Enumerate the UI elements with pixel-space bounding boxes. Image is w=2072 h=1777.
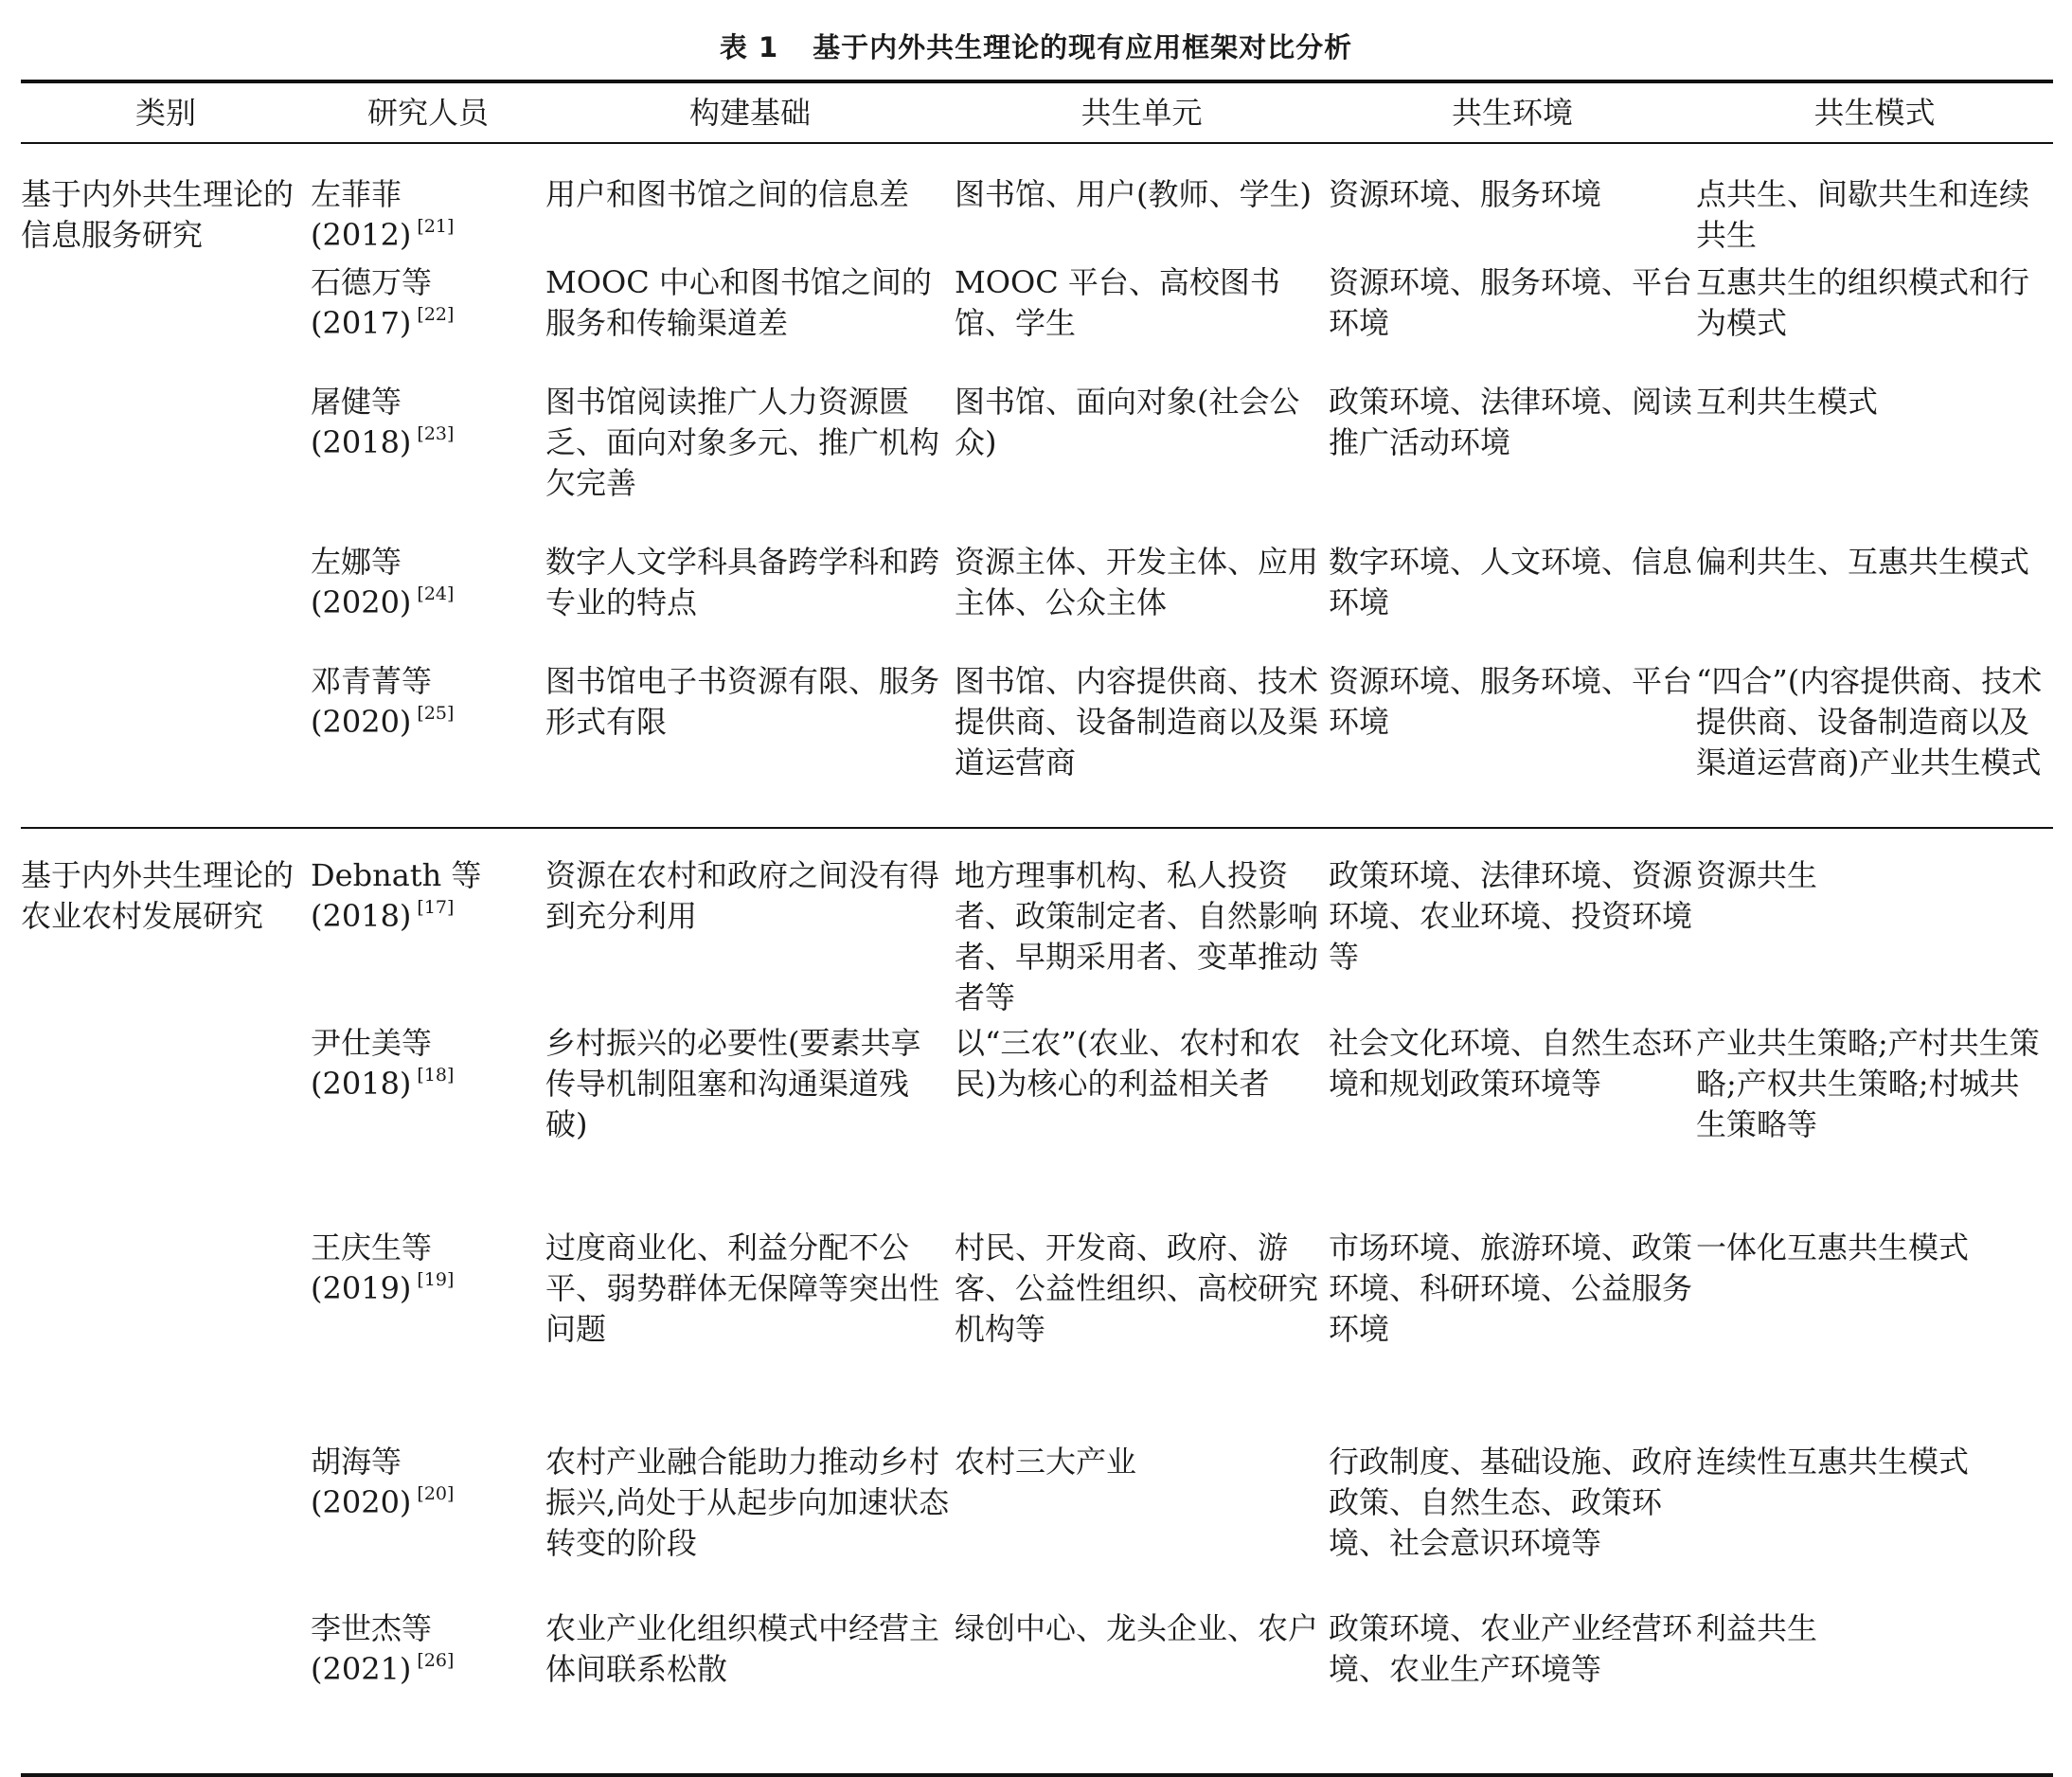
mode-cell-text: 偏利共生、互惠共生模式 xyxy=(1696,544,2030,580)
units-cell-text: 图书馆、内容提供商、技术提供商、设备制造商以及渠道运营商 xyxy=(955,663,1319,781)
mode-cell xyxy=(1696,1228,2053,1442)
researcher-year-line xyxy=(311,702,542,743)
mode-cell-text: 连续性互惠共生模式 xyxy=(1696,1444,1970,1480)
mode-cell xyxy=(1696,661,2053,828)
citation-ref: [25] xyxy=(417,703,455,724)
environment-cell-text: 资源环境、服务环境、平台环境 xyxy=(1329,264,1693,341)
researcher-cell xyxy=(311,828,545,1023)
mode-cell-text: 一体化互惠共生模式 xyxy=(1696,1230,1970,1265)
researcher-year: (2018) xyxy=(311,424,412,460)
units-cell xyxy=(955,1023,1329,1228)
researcher-year: (2020) xyxy=(311,1484,412,1520)
table-number: 表 1 xyxy=(719,31,779,63)
environment-cell xyxy=(1329,1442,1696,1608)
category-cell xyxy=(21,661,311,828)
researcher-year: (2019) xyxy=(311,1270,412,1306)
units-cell-text: 地方理事机构、私人投资者、政策制定者、自然影响者、早期采用者、变革推动者等 xyxy=(955,857,1319,1015)
header-basis: 构建基础 xyxy=(688,94,811,131)
basis-cell-text: 乡村振兴的必要性(要素共享传导机制阻塞和沟通渠道残破) xyxy=(545,1025,921,1142)
environment-cell xyxy=(1329,542,1696,661)
researcher-year: (2020) xyxy=(311,704,412,740)
table-row xyxy=(21,1442,2053,1608)
units-cell xyxy=(955,262,1329,382)
researcher-name: 屠健等 xyxy=(311,384,402,420)
researcher-cell xyxy=(311,661,545,828)
researcher-year-line xyxy=(311,303,542,344)
units-cell xyxy=(955,1608,1329,1775)
environment-cell-text: 政策环境、农业产业经营环境、农业生产环境等 xyxy=(1329,1610,1693,1687)
citation-ref: [17] xyxy=(417,897,455,918)
category-cell xyxy=(21,1228,311,1442)
environment-cell-text: 资源环境、服务环境、平台环境 xyxy=(1329,663,1693,740)
category-cell-text: 基于内外共生理论的农业农村发展研究 xyxy=(21,857,295,934)
citation-ref: [24] xyxy=(417,583,455,604)
basis-cell xyxy=(545,1023,955,1228)
category-cell xyxy=(21,1442,311,1608)
mode-cell-text: 互利共生模式 xyxy=(1696,384,1879,420)
header-mode: 共生模式 xyxy=(1813,94,1936,131)
environment-cell xyxy=(1329,1023,1696,1228)
researcher-name: Debnath 等 xyxy=(311,857,482,893)
header-category: 类别 xyxy=(134,94,196,131)
units-cell xyxy=(955,1442,1329,1608)
units-cell-text: MOOC 平台、高校图书馆、学生 xyxy=(955,264,1280,341)
researcher-year: (2012) xyxy=(311,217,412,253)
basis-cell xyxy=(545,542,955,661)
environment-cell xyxy=(1329,1608,1696,1775)
units-cell-text: 农村三大产业 xyxy=(955,1444,1137,1480)
comparison-table xyxy=(21,80,2053,1777)
researcher-name: 王庆生等 xyxy=(311,1230,433,1265)
table-body xyxy=(21,143,2053,1775)
environment-cell-text: 政策环境、法律环境、资源环境、农业环境、投资环境等 xyxy=(1329,857,1693,975)
environment-cell-text: 社会文化环境、自然生态环境和规划政策环境等 xyxy=(1329,1025,1693,1102)
mode-cell-text: 互惠共生的组织模式和行为模式 xyxy=(1696,264,2030,341)
mode-cell xyxy=(1696,1023,2053,1228)
citation-ref: [19] xyxy=(417,1269,455,1290)
environment-cell xyxy=(1329,1228,1696,1442)
citation-ref: [20] xyxy=(417,1483,455,1504)
basis-cell xyxy=(545,1228,955,1442)
environment-cell-text: 市场环境、旅游环境、政策环境、科研环境、公益服务环境 xyxy=(1329,1230,1693,1347)
researcher-year: (2017) xyxy=(311,305,412,341)
table-row xyxy=(21,828,2053,1023)
table-row xyxy=(21,661,2053,828)
researcher-name: 石德万等 xyxy=(311,264,433,300)
category-cell xyxy=(21,542,311,661)
researcher-cell xyxy=(311,1442,545,1608)
basis-cell-text: MOOC 中心和图书馆之间的服务和传输渠道差 xyxy=(545,264,932,341)
environment-cell-text: 行政制度、基础设施、政府政策、自然生态、政策环境、社会意识环境等 xyxy=(1329,1444,1693,1561)
units-cell xyxy=(955,382,1329,542)
citation-ref: [18] xyxy=(417,1065,455,1086)
mode-cell xyxy=(1696,828,2053,1023)
table-caption xyxy=(0,27,2072,65)
units-cell xyxy=(955,661,1329,828)
environment-cell xyxy=(1329,828,1696,1023)
header-environment: 共生环境 xyxy=(1451,94,1573,131)
category-cell xyxy=(21,828,311,1023)
researcher-year: (2018) xyxy=(311,898,412,934)
units-cell xyxy=(955,1228,1329,1442)
researcher-cell xyxy=(311,1023,545,1228)
mode-cell xyxy=(1696,262,2053,382)
units-cell xyxy=(955,542,1329,661)
environment-cell xyxy=(1329,661,1696,828)
researcher-year-line xyxy=(311,583,542,623)
researcher-cell xyxy=(311,262,545,382)
mode-cell xyxy=(1696,542,2053,661)
researcher-year-line xyxy=(311,215,542,256)
basis-cell-text: 用户和图书馆之间的信息差 xyxy=(545,176,910,212)
category-cell xyxy=(21,143,311,262)
mode-cell xyxy=(1696,143,2053,262)
table-row xyxy=(21,1608,2053,1775)
researcher-name: 李世杰等 xyxy=(311,1610,433,1646)
researcher-year-line xyxy=(311,1482,542,1523)
header-researcher: 研究人员 xyxy=(366,94,489,131)
mode-cell xyxy=(1696,1608,2053,1775)
citation-ref: [22] xyxy=(417,304,455,325)
category-cell xyxy=(21,262,311,382)
table-row xyxy=(21,262,2053,382)
researcher-cell xyxy=(311,143,545,262)
units-cell xyxy=(955,828,1329,1023)
researcher-year-line xyxy=(311,1268,542,1309)
researcher-name: 邓青菁等 xyxy=(311,663,433,699)
table-header-row xyxy=(21,81,2053,143)
units-cell-text: 村民、开发商、政府、游客、公益性组织、高校研究机构等 xyxy=(955,1230,1319,1347)
units-cell xyxy=(955,143,1329,262)
table-row xyxy=(21,1023,2053,1228)
table-title: 基于内外共生理论的现有应用框架对比分析 xyxy=(813,31,1353,63)
researcher-year-line xyxy=(311,1649,542,1690)
category-cell-text: 基于内外共生理论的信息服务研究 xyxy=(21,176,295,253)
researcher-cell xyxy=(311,542,545,661)
basis-cell-text: 过度商业化、利益分配不公平、弱势群体无保障等突出性问题 xyxy=(545,1230,940,1347)
environment-cell xyxy=(1329,262,1696,382)
table-row xyxy=(21,143,2053,262)
mode-cell-text: 利益共生 xyxy=(1696,1610,1818,1646)
basis-cell xyxy=(545,1608,955,1775)
citation-ref: [23] xyxy=(417,423,455,444)
researcher-year-line xyxy=(311,1064,542,1104)
basis-cell-text: 数字人文学科具备跨学科和跨专业的特点 xyxy=(545,544,940,620)
basis-cell xyxy=(545,143,955,262)
basis-cell-text: 农业产业化组织模式中经营主体间联系松散 xyxy=(545,1610,940,1687)
basis-cell xyxy=(545,1442,955,1608)
table-row xyxy=(21,1228,2053,1442)
basis-cell-text: 图书馆阅读推广人力资源匮乏、面向对象多元、推广机构欠完善 xyxy=(545,384,940,501)
basis-cell-text: 农村产业融合能助力推动乡村振兴,尚处于从起步向加速状态转变的阶段 xyxy=(545,1444,950,1561)
units-cell-text: 绿创中心、龙头企业、农户 xyxy=(955,1610,1319,1646)
mode-cell-text: 产业共生策略;产村共生策略;产权共生策略;村城共生策略等 xyxy=(1696,1025,2040,1142)
researcher-cell xyxy=(311,1228,545,1442)
category-cell xyxy=(21,1608,311,1775)
researcher-year: (2021) xyxy=(311,1651,412,1687)
citation-ref: [21] xyxy=(417,216,455,237)
units-cell-text: 资源主体、开发主体、应用主体、公众主体 xyxy=(955,544,1319,620)
mode-cell xyxy=(1696,382,2053,542)
mode-cell-text: “四合”(内容提供商、技术提供商、设备制造商以及渠道运营商)产业共生模式 xyxy=(1696,663,2043,781)
basis-cell-text: 资源在农村和政府之间没有得到充分利用 xyxy=(545,857,940,934)
researcher-cell xyxy=(311,382,545,542)
environment-cell xyxy=(1329,382,1696,542)
environment-cell-text: 数字环境、人文环境、信息环境 xyxy=(1329,544,1693,620)
mode-cell xyxy=(1696,1442,2053,1608)
environment-cell-text: 资源环境、服务环境 xyxy=(1329,176,1602,212)
researcher-name: 左娜等 xyxy=(311,544,402,580)
researcher-year-line xyxy=(311,896,542,937)
citation-ref: [26] xyxy=(417,1650,455,1671)
researcher-year: (2018) xyxy=(311,1066,412,1102)
researcher-cell xyxy=(311,1608,545,1775)
table-row xyxy=(21,542,2053,661)
units-cell-text: 图书馆、用户(教师、学生) xyxy=(955,176,1312,212)
researcher-year: (2020) xyxy=(311,584,412,620)
basis-cell xyxy=(545,828,955,1023)
basis-cell-text: 图书馆电子书资源有限、服务形式有限 xyxy=(545,663,940,740)
table-row xyxy=(21,382,2053,542)
researcher-name: 尹仕美等 xyxy=(311,1025,433,1061)
units-cell-text: 图书馆、面向对象(社会公众) xyxy=(955,384,1300,460)
researcher-year-line xyxy=(311,422,542,463)
basis-cell xyxy=(545,382,955,542)
researcher-name: 左菲菲 xyxy=(311,176,402,212)
category-cell xyxy=(21,382,311,542)
mode-cell-text: 点共生、间歇共生和连续共生 xyxy=(1696,176,2030,253)
category-cell xyxy=(21,1023,311,1228)
header-units: 共生单元 xyxy=(1081,94,1203,131)
environment-cell-text: 政策环境、法律环境、阅读推广活动环境 xyxy=(1329,384,1693,460)
units-cell-text: 以“三农”(农业、农村和农民)为核心的利益相关者 xyxy=(955,1025,1301,1102)
environment-cell xyxy=(1329,143,1696,262)
basis-cell xyxy=(545,661,955,828)
researcher-name: 胡海等 xyxy=(311,1444,402,1480)
basis-cell xyxy=(545,262,955,382)
mode-cell-text: 资源共生 xyxy=(1696,857,1818,893)
